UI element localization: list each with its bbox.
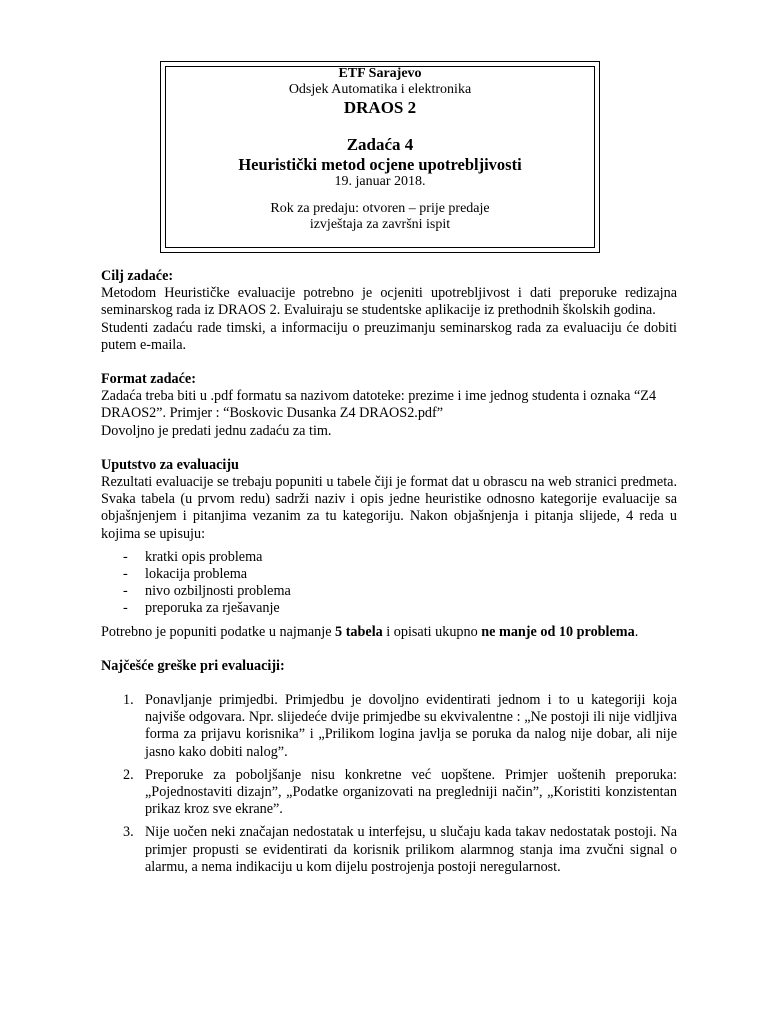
goal-paragraph-2: Studenti zadaću rade timski, a informaciju o preuzimanju seminarskog rada za evaluaciju će dobiti putem e-maila. <box>101 319 677 353</box>
format-paragraph-1: Zadaća treba biti u .pdf formatu sa nazivom datoteke: prezime i ime jednog studenta i oznaka “Z4 DRAOS2”. Primjer : “Boskovic Dusanka Z4 DRAOS2.pdf” <box>101 388 657 422</box>
list-text: Ponavljanje primjedbi. Primjedbu je dovoljno evidentirati jednom i to u kategoriji koja najviše odgovara. Npr. slijedeće dvije primjedbe su ekvivalentne : „Ne postoji ili nije vidljiva forma za prijavu korisnika” i „Prilikom logina javlja se poruka da nalog nije dobar, ali nije jasno kako dobiti nalog”. <box>145 692 677 760</box>
department: Odsjek Automatika i elektronika <box>288 82 472 97</box>
format-paragraph-2: Dovoljno je predati jednu zadaću za tim. <box>101 422 332 439</box>
document-title: Heuristički metod ocjene upotrebljivosti <box>238 155 522 174</box>
list-number: 2. <box>123 766 134 783</box>
format-heading: Format zadaće: <box>101 371 196 388</box>
requirement-text: i opisati ukupno <box>382 623 482 640</box>
requirement-text: . <box>634 623 639 640</box>
deadline-line-2: izvještaja za završni ispit <box>309 217 451 232</box>
header-box <box>160 61 600 253</box>
goal-heading: Cilj zadaće: <box>101 268 174 284</box>
list-number: 1. <box>123 692 134 709</box>
requirement-paragraph <box>101 624 677 641</box>
list-item: - lokacija problema <box>101 566 677 583</box>
list-number: 3. <box>123 824 134 841</box>
list-text: Nije uočen neki značajan nedostatak u interfejsu, u slučaju kada takav nedostatak postoji. Na primjer propusti se evidentirati da korisnik prilikom alarmnog stanja ima zvučni signal o alarmu, a nema indikaciju u kom dijelu postrojenja postoji neregularnost. <box>145 824 677 875</box>
list-text: Preporuke za poboljšanje nisu konkretne već uopštene. Primjer uoštenih preporuka: „Pojednostaviti dizajn”, „Podatke organizovati na pregledniji način”, „Koristiti konzistentan prikaz kroz sve ekrane”. <box>145 766 677 818</box>
list-item: - kratki opis problema <box>101 549 677 566</box>
institution: ETF Sarajevo <box>338 66 422 81</box>
instructions-paragraph: Rezultati evaluacije se trebaju popuniti u tabele čiji je format dat u obrascu na web stranici predmeta. Svaka tabela (u prvom redu) sadrži naziv i opis jedne heuristike odnosno kategorije evaluacije sa objašnjenjem i pitanjima vezanim za tu kategoriju. Nakon objašnjenja i pitanja slijede, 4 reda u kojima se upisuju: <box>101 474 677 542</box>
course-title: DRAOS 2 <box>343 98 417 117</box>
list-item <box>101 692 677 761</box>
date: 19. januar 2018. <box>334 174 426 189</box>
requirement-text: Potrebno je popuniti podatke u najmanje <box>101 623 336 640</box>
list-item: - preporuka za rješavanje <box>101 600 677 617</box>
list-item <box>101 767 677 819</box>
assignment-title: Zadaća 4 <box>346 135 414 154</box>
goal-paragraph-1: Metodom Heurističke evaluacije potrebno je ocjeniti upotrebljivost i dati preporuke redizajna seminarskog rada iz DRAOS 2. Evaluiraju se studentske aplikacije iz prethodnih školskih godina. <box>101 285 677 319</box>
requirement-problems: ne manje od 10 problema <box>481 623 635 640</box>
list-item: - nivo ozbiljnosti problema <box>101 583 677 600</box>
list-item <box>101 824 677 876</box>
errors-list <box>101 692 677 876</box>
deadline-line-1: Rok za predaju: otvoren – prije predaje <box>270 201 490 216</box>
errors-heading: Najčešće greške pri evaluaciji: <box>101 657 285 674</box>
document-body <box>101 268 677 882</box>
requirement-tables: 5 tabela <box>335 623 383 640</box>
instructions-heading: Uputstvo za evaluaciju <box>101 456 239 473</box>
table-rows-list <box>101 549 677 618</box>
